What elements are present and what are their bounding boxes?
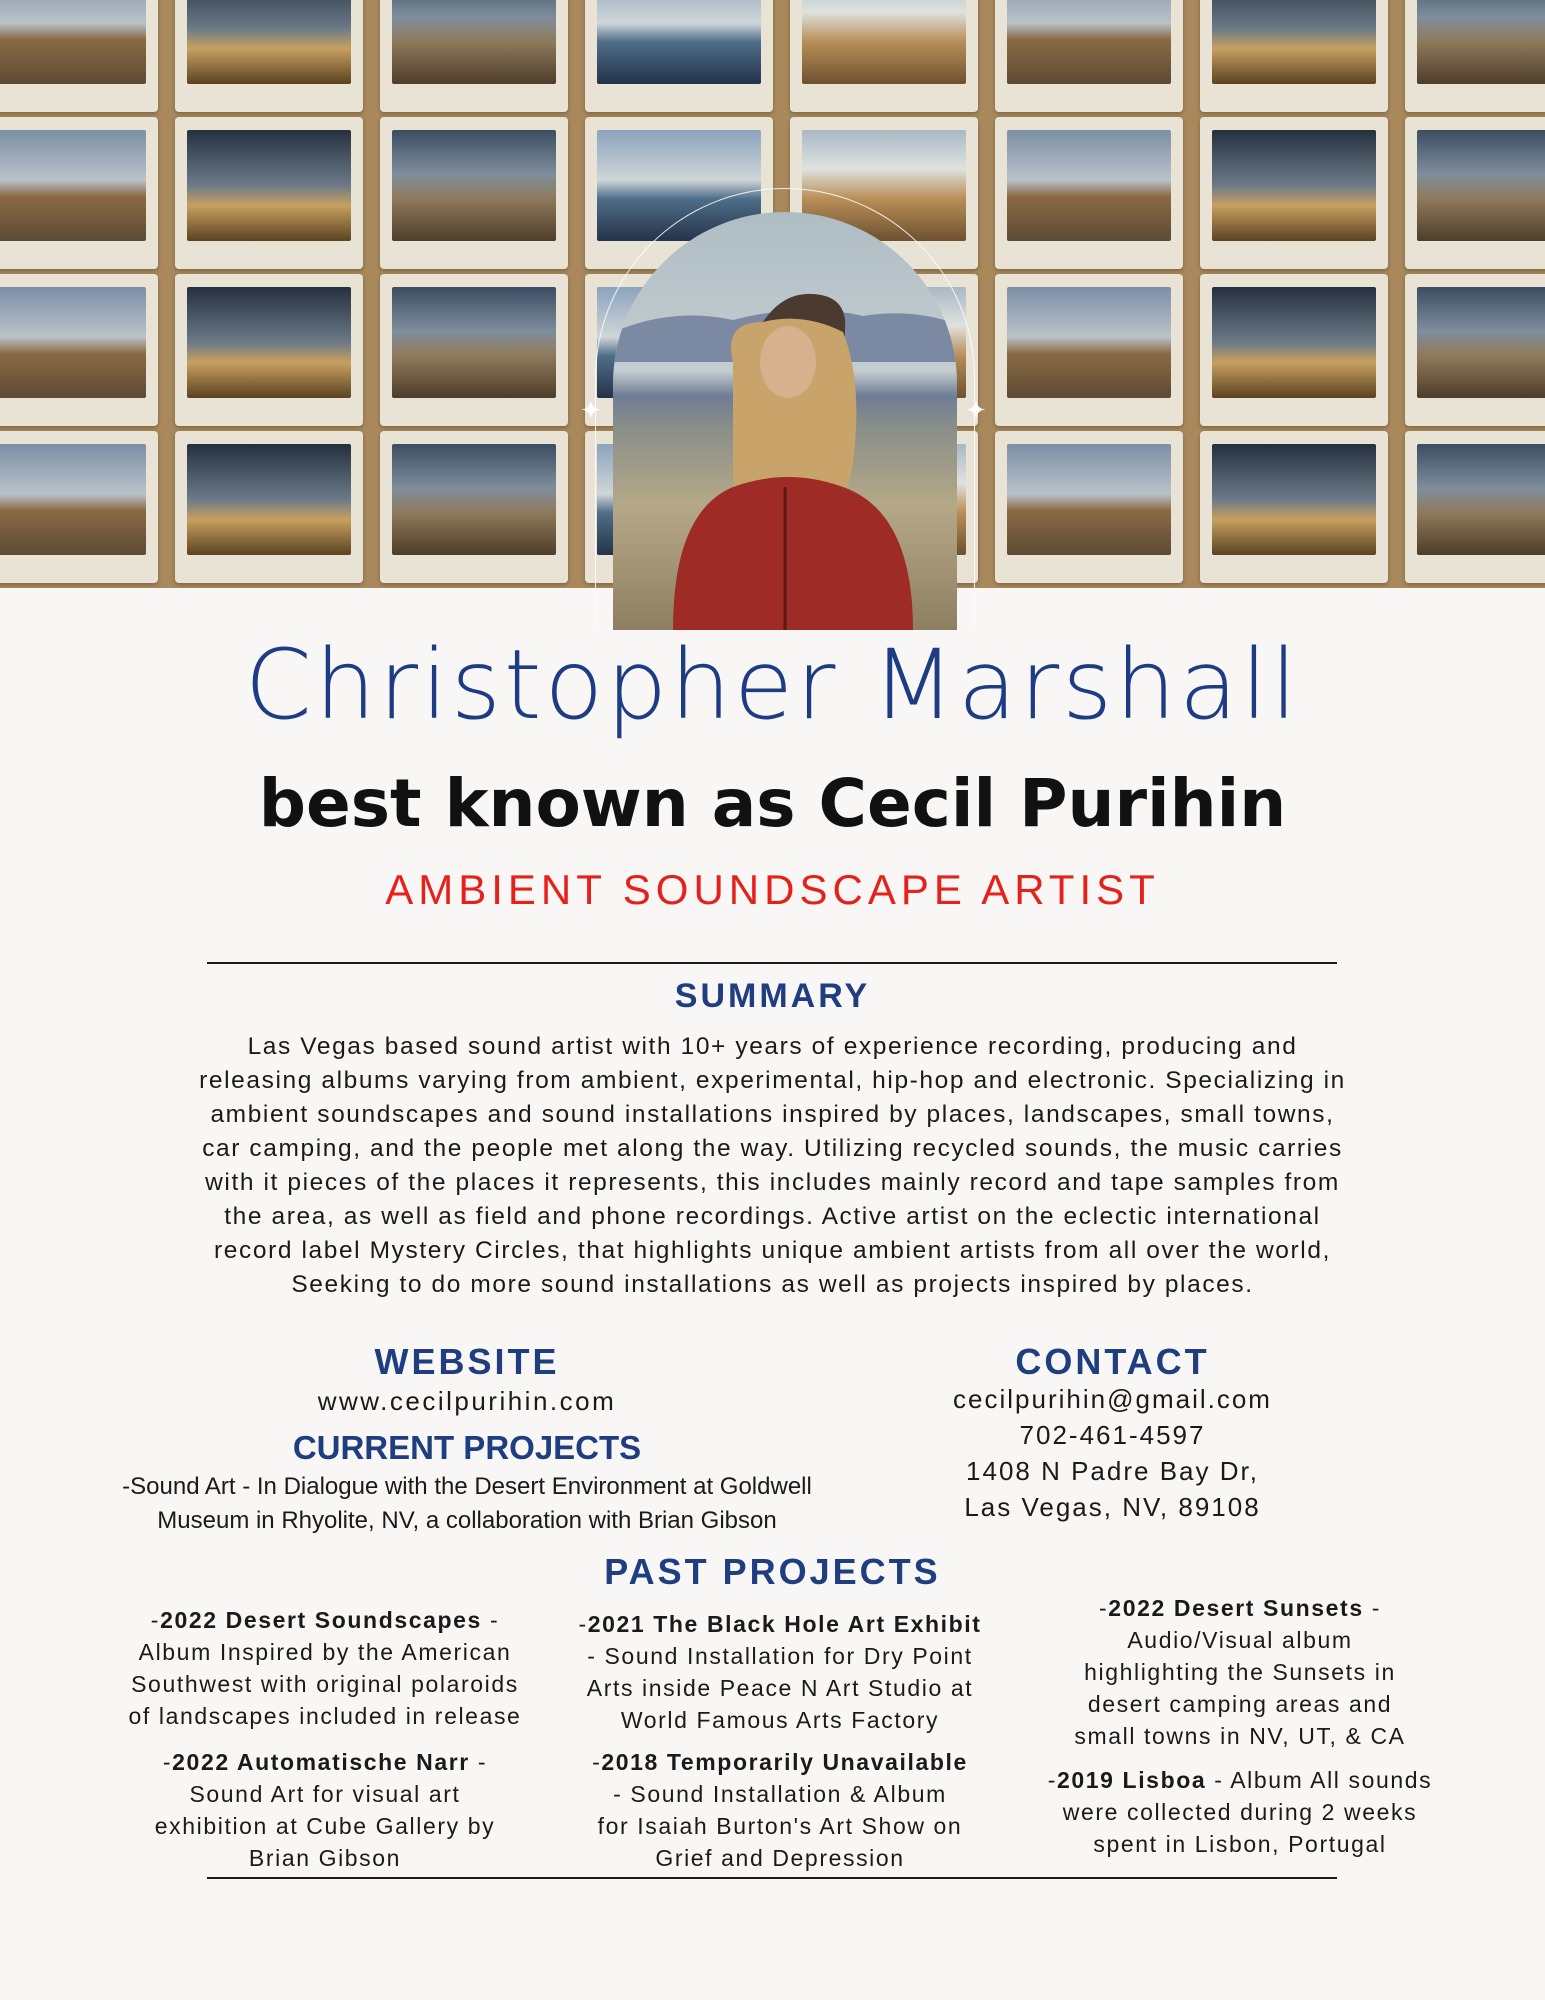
past-project-desc: World Famous Arts Factory <box>620 1707 940 1733</box>
email-link[interactable]: cecilpurihin@gmail.com <box>953 1384 1272 1414</box>
polaroid-photo <box>175 0 363 112</box>
polaroid-photo <box>1200 117 1388 269</box>
polaroid-photo <box>585 0 773 112</box>
polaroid-photo <box>1405 274 1545 426</box>
summary-line: the area, as well as field and phone recordings. Active artist on the eclectic international <box>224 1203 1321 1230</box>
past-project-title: 2022 Automatische Narr <box>172 1749 470 1775</box>
past-project-desc: were collected during 2 weeks <box>1062 1799 1418 1825</box>
past-project-desc: highlighting the Sunsets in <box>1084 1659 1396 1685</box>
current-project-line: -Sound Art - In Dialogue with the Desert Environment at Goldwell <box>122 1473 812 1500</box>
polaroid-photo <box>0 274 158 426</box>
past-projects-heading: PAST PROJECTS <box>604 1551 941 1592</box>
address-line-2: Las Vegas, NV, 89108 <box>964 1492 1261 1522</box>
past-project-item: -2022 Desert Soundscapes - Album Inspired by the American Southwest with original polaroids of landscapes included in release <box>95 1604 555 1732</box>
past-project-desc: Grief and Depression <box>655 1845 905 1871</box>
artist-name: Christopher Marshall <box>244 629 1301 741</box>
past-project-desc: spent in Lisbon, Portugal <box>1093 1831 1387 1857</box>
summary-line: car camping, and the people met along the way. Utilizing recycled sounds, the music carries <box>202 1135 1343 1162</box>
polaroid-photo <box>380 0 568 112</box>
past-project-item: -2021 The Black Hole Art Exhibit - Sound Installation for Dry Point Arts inside Peace N Art Studio at World Famous Arts Factory <box>565 1608 995 1736</box>
current-projects-heading: CURRENT PROJECTS <box>292 1429 642 1466</box>
past-project-desc: - Sound Installation for Dry Point <box>587 1643 973 1669</box>
summary-heading: SUMMARY <box>674 977 871 1015</box>
past-project-title: 2022 Desert Soundscapes <box>160 1607 482 1633</box>
polaroid-photo <box>380 117 568 269</box>
polaroid-photo <box>1405 0 1545 112</box>
past-project-title: 2022 Desert Sunsets <box>1108 1595 1364 1621</box>
past-project-item: -2019 Lisboa - Album All sounds were collected during 2 weeks spent in Lisbon, Portugal <box>1025 1764 1455 1860</box>
address-line-1: 1408 N Padre Bay Dr, <box>966 1456 1259 1486</box>
artist-alias: best known as Cecil Purihin <box>258 765 1287 842</box>
portrait-figure <box>613 212 957 630</box>
past-project-inline-desc: - Album All sounds <box>1206 1767 1433 1793</box>
summary-line: with it pieces of the places it represents, this includes mainly record and tape samples from <box>205 1169 1340 1196</box>
current-projects-text <box>40 1470 894 1538</box>
summary-text <box>95 1030 1450 1302</box>
polaroid-photo <box>0 431 158 583</box>
contact-info <box>900 1382 1325 1524</box>
past-project-desc: Arts inside Peace N Art Studio at <box>586 1675 974 1701</box>
past-project-desc: small towns in NV, UT, & CA <box>1074 1723 1406 1749</box>
past-project-desc: of landscapes included in release <box>128 1703 522 1729</box>
polaroid-photo <box>1405 431 1545 583</box>
contact-heading: CONTACT <box>1015 1341 1210 1382</box>
past-project-desc: Audio/Visual album <box>1127 1627 1353 1653</box>
polaroid-photo <box>790 0 978 112</box>
past-project-desc: - Sound Installation & Album <box>613 1781 947 1807</box>
polaroid-photo <box>380 274 568 426</box>
polaroid-photo <box>995 274 1183 426</box>
website-link[interactable]: www.cecilpurihin.com <box>317 1386 617 1416</box>
polaroid-photo <box>175 274 363 426</box>
summary-line: record label Mystery Circles, that highlights unique ambient artists from all over the world, <box>214 1237 1331 1264</box>
past-project-desc: Brian Gibson <box>248 1845 402 1871</box>
past-project-desc: for Isaiah Burton's Art Show on <box>597 1813 963 1839</box>
polaroid-photo <box>1200 0 1388 112</box>
artist-portrait-image <box>613 212 957 630</box>
polaroid-photo <box>175 431 363 583</box>
phone-number: 702-461-4597 <box>1019 1420 1206 1450</box>
past-project-title: 2018 Temporarily Unavailable <box>601 1749 968 1775</box>
past-project-desc: Sound Art for visual art <box>189 1781 461 1807</box>
polaroid-photo <box>1200 431 1388 583</box>
past-project-item: -2022 Automatische Narr - Sound Art for visual art exhibition at Cube Gallery by Brian Gibson <box>95 1746 555 1874</box>
website-heading: WEBSITE <box>374 1341 560 1382</box>
polaroid-photo <box>995 117 1183 269</box>
past-project-desc: Album Inspired by the American <box>138 1639 512 1665</box>
summary-line: ambient soundscapes and sound installations inspired by places, landscapes, small towns, <box>210 1101 1335 1128</box>
artist-role: AMBIENT SOUNDSCAPE ARTIST <box>385 866 1160 913</box>
bottom-divider <box>207 1877 1337 1879</box>
summary-line: Las Vegas based sound artist with 10+ years of experience recording, producing and <box>247 1033 1298 1060</box>
past-project-title: 2021 The Black Hole Art Exhibit <box>587 1611 982 1637</box>
top-divider <box>207 962 1337 964</box>
polaroid-photo <box>1200 274 1388 426</box>
past-project-desc: Southwest with original polaroids <box>131 1671 519 1697</box>
polaroid-photo <box>995 431 1183 583</box>
polaroid-photo <box>175 117 363 269</box>
summary-line: Seeking to do more sound installations as well as projects inspired by places. <box>291 1271 1254 1298</box>
left-sparkle-icon: ✦ <box>580 395 602 425</box>
past-project-desc: exhibition at Cube Gallery by <box>154 1813 496 1839</box>
current-project-line: Museum in Rhyolite, NV, a collaboration with Brian Gibson <box>157 1507 777 1534</box>
right-sparkle-icon: ✦ <box>965 395 987 425</box>
polaroid-photo <box>1405 117 1545 269</box>
summary-line: releasing albums varying from ambient, experimental, hip-hop and electronic. Specializing in <box>199 1067 1346 1094</box>
polaroid-photo <box>380 431 568 583</box>
past-project-desc: desert camping areas and <box>1087 1691 1393 1717</box>
polaroid-photo <box>995 0 1183 112</box>
polaroid-photo <box>0 117 158 269</box>
past-project-item: -2022 Desert Sunsets - Audio/Visual album highlighting the Sunsets in desert camping areas and small towns in NV, UT, & CA <box>1025 1592 1455 1752</box>
polaroid-photo <box>0 0 158 112</box>
past-project-title: 2019 Lisboa <box>1056 1767 1207 1793</box>
past-project-item: -2018 Temporarily Unavailable - Sound Installation & Album for Isaiah Burton's Art Show on Grief and Depression <box>565 1746 995 1874</box>
